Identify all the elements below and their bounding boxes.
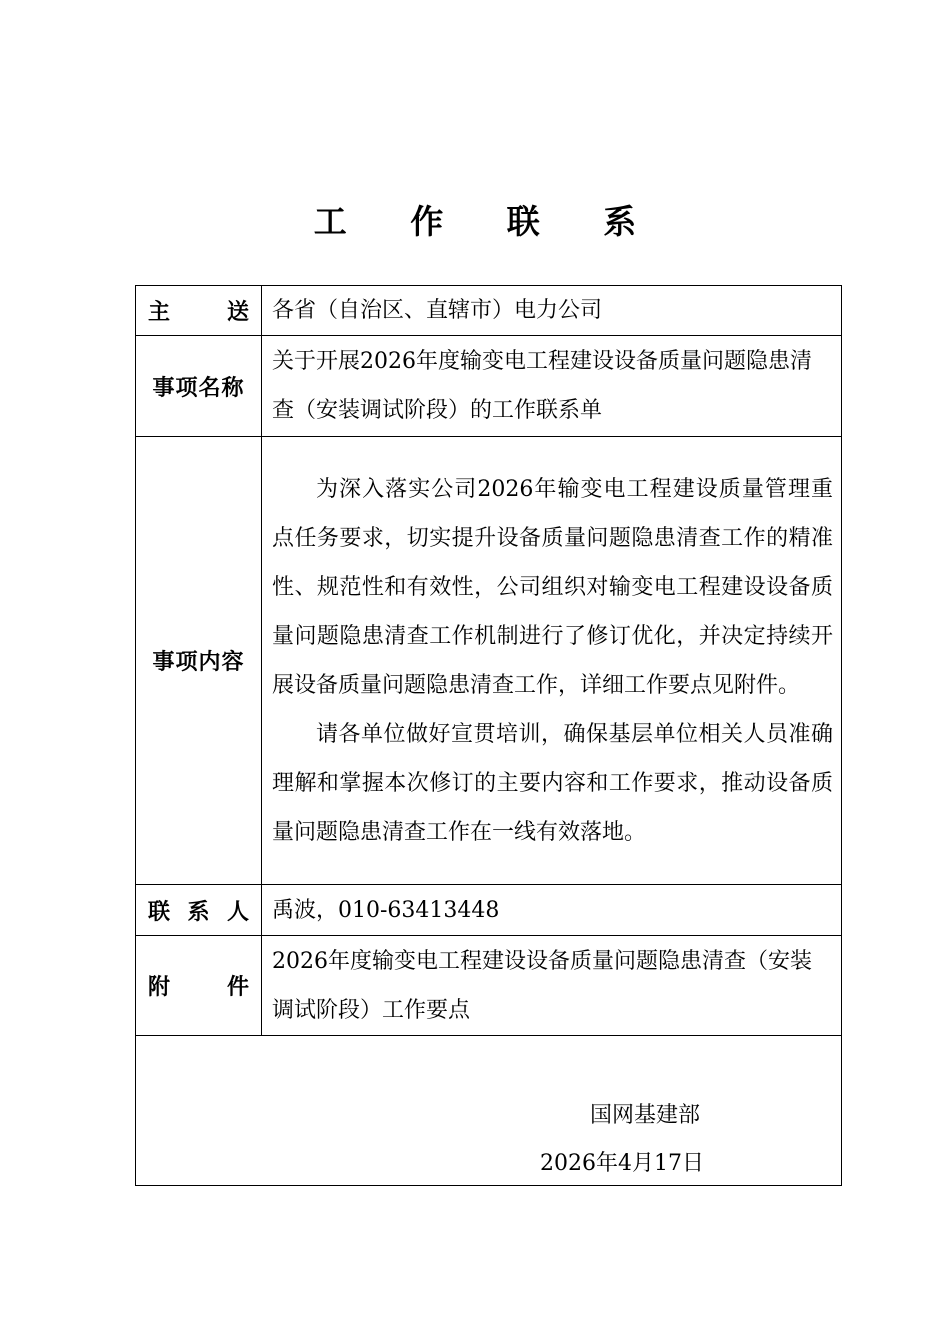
content-row <box>136 437 842 885</box>
content-label: 事项内容 <box>152 649 245 675</box>
recipient-label-char: 送 <box>226 299 249 325</box>
subject-value: 关于开展2026年度输变电工程建设设备质量问题隐患清查（安装调试阶段）的工作联系单 <box>262 336 842 437</box>
contact-label-char: 系 <box>187 898 210 925</box>
document-title: 工 作 联 系 <box>313 202 663 241</box>
content-label-cell <box>136 437 262 885</box>
recipient-label-char: 主 <box>148 299 171 325</box>
subject-label-cell <box>136 336 262 437</box>
signature-cell <box>136 1036 842 1186</box>
content-paragraph-2: 请各单位做好宣贯培训，确保基层单位相关人员准确理解和掌握本次修订的主要内容和工作要求，推动设备质量问题隐患清查工作在一线有效落地。 <box>272 721 833 845</box>
recipient-value: 各省（自治区、直辖市）电力公司 <box>262 286 842 336</box>
attachment-value: 2026年度输变电工程建设设备质量问题隐患清查（安装调试阶段）工作要点 <box>262 936 842 1036</box>
subject-label: 事项名称 <box>152 374 245 401</box>
contact-row <box>136 885 842 936</box>
attachment-label-char: 附 <box>148 974 171 1000</box>
contact-label-char: 人 <box>226 898 249 925</box>
subject-row <box>136 336 842 437</box>
signature-org: 国网基建部 <box>590 1103 701 1128</box>
content-paragraph-1: 为深入落实公司2026年输变电工程建设质量管理重点任务要求，切实提升设备质量问题隐患清查工作的精准性、规范性和有效性，公司组织对输变电工程建设设备质量问题隐患清查工作机制进行了修订优化，并决定持续开展设备质量问题隐患清查工作，详细工作要点见附件。 <box>272 476 833 698</box>
attachment-label <box>136 936 262 1036</box>
signature-date: 2026年4月17日 <box>540 1151 704 1176</box>
recipient-label <box>136 286 262 336</box>
attachment-label-char: 件 <box>226 974 249 1000</box>
contact-value: 禹波，010-63413448 <box>262 885 842 936</box>
attachment-row <box>136 936 842 1036</box>
recipient-row <box>136 286 842 336</box>
work-contact-form <box>135 285 842 1186</box>
contact-label <box>136 885 262 936</box>
signature-row <box>136 1036 842 1186</box>
content-value <box>262 437 842 885</box>
contact-label-char: 联 <box>148 898 171 925</box>
